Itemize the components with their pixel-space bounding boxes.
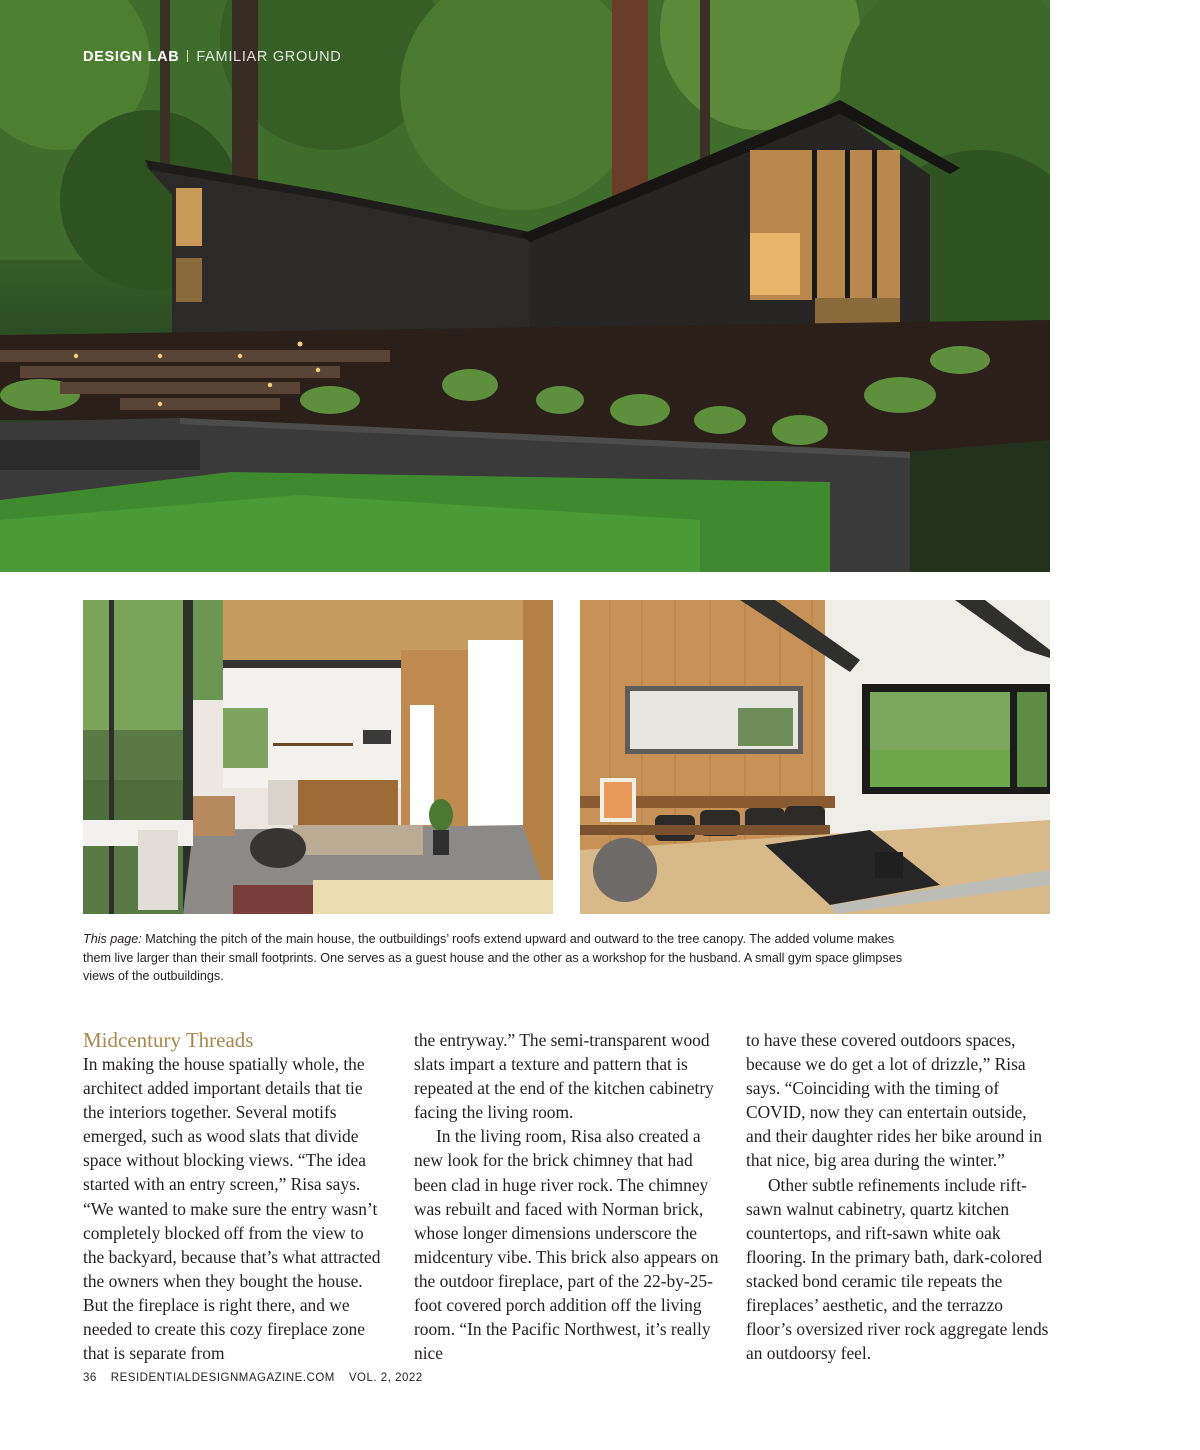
paragraph: Other subtle refinements include rift-sawn walnut cabinetry, quartz kitchen countertops, and rift-sawn white oak flooring. In the primary bath, dark-colored stacked bond ceramic tile repeats the fireplaces’ aesthetic, and the terrazzo floor’s oversized river rock aggregate lends an outdoorsy feel. bbox=[746, 1174, 1049, 1364]
paragraph: In the living room, Risa also created a new look for the brick chimney that had been clad in huge river rock. The chimney was rebuilt and faced with Norman brick, whose longer dimensions underscore the midcentury vibe. This brick also appears on the outdoor fireplace, part of the 22-by-25-foot covered porch addition off the living room. “In the Pacific Northwest, it’s really nice bbox=[414, 1126, 719, 1364]
gym-illustration bbox=[580, 600, 1050, 914]
section-tag bbox=[83, 49, 341, 65]
article-column-1 bbox=[83, 1028, 388, 1365]
section-divider bbox=[187, 50, 188, 62]
guest-house-illustration bbox=[83, 600, 553, 914]
page-number: 36 bbox=[83, 1372, 97, 1384]
page-footer bbox=[83, 1372, 437, 1384]
gym-photo bbox=[580, 600, 1050, 914]
subsection-label: FAMILIAR GROUND bbox=[196, 49, 342, 65]
caption-lead: This page: bbox=[83, 932, 142, 946]
guest-house-photo bbox=[83, 600, 553, 914]
magazine-website: RESIDENTIALDESIGNMAGAZINE.COM bbox=[110, 1372, 335, 1384]
hero-illustration bbox=[0, 0, 1050, 572]
paragraph: In making the house spatially whole, the architect added important details that tie the interiors together. Several motifs emerged, such as wood slats that divide space without blocking views. “The idea started with an entry screen,” Risa says. “We wanted to make sure the entry wasn’t completely blocked off from the view to the backyard, because that’s what attracted the owners when they bought the house. But the fireplace is right there, and we needed to create this cozy fireplace zone that is separate from bbox=[83, 1054, 381, 1364]
paragraph: to have these covered outdoors spaces, because we do get a lot of drizzle,” Risa says. “Coinciding with the timing of COVID, now they can entertain outside, and their daughter rides her bike around in that nice, big area during the winter.” bbox=[746, 1030, 1043, 1171]
article-column-3 bbox=[746, 1028, 1051, 1365]
article-column-2 bbox=[414, 1028, 719, 1365]
section-label: DESIGN LAB bbox=[83, 49, 180, 65]
article-subhead: Midcentury Threads bbox=[83, 1028, 254, 1052]
paragraph: the entryway.” The semi-transparent wood slats impart a texture and pattern that is repeated at the end of the kitchen cabinetry facing the living room. bbox=[414, 1030, 714, 1123]
caption-text: Matching the pitch of the main house, the outbuildings’ roofs extend upward and outward to the tree canopy. The added volume makes them live larger than their small footprints. One serves as a guest house and the other as a workshop for the husband. A small gym space glimpses views of the outbuildings. bbox=[83, 932, 903, 983]
photo-caption bbox=[83, 930, 903, 986]
issue-label: VOL. 2, 2022 bbox=[348, 1372, 423, 1384]
hero-photo bbox=[0, 0, 1050, 572]
